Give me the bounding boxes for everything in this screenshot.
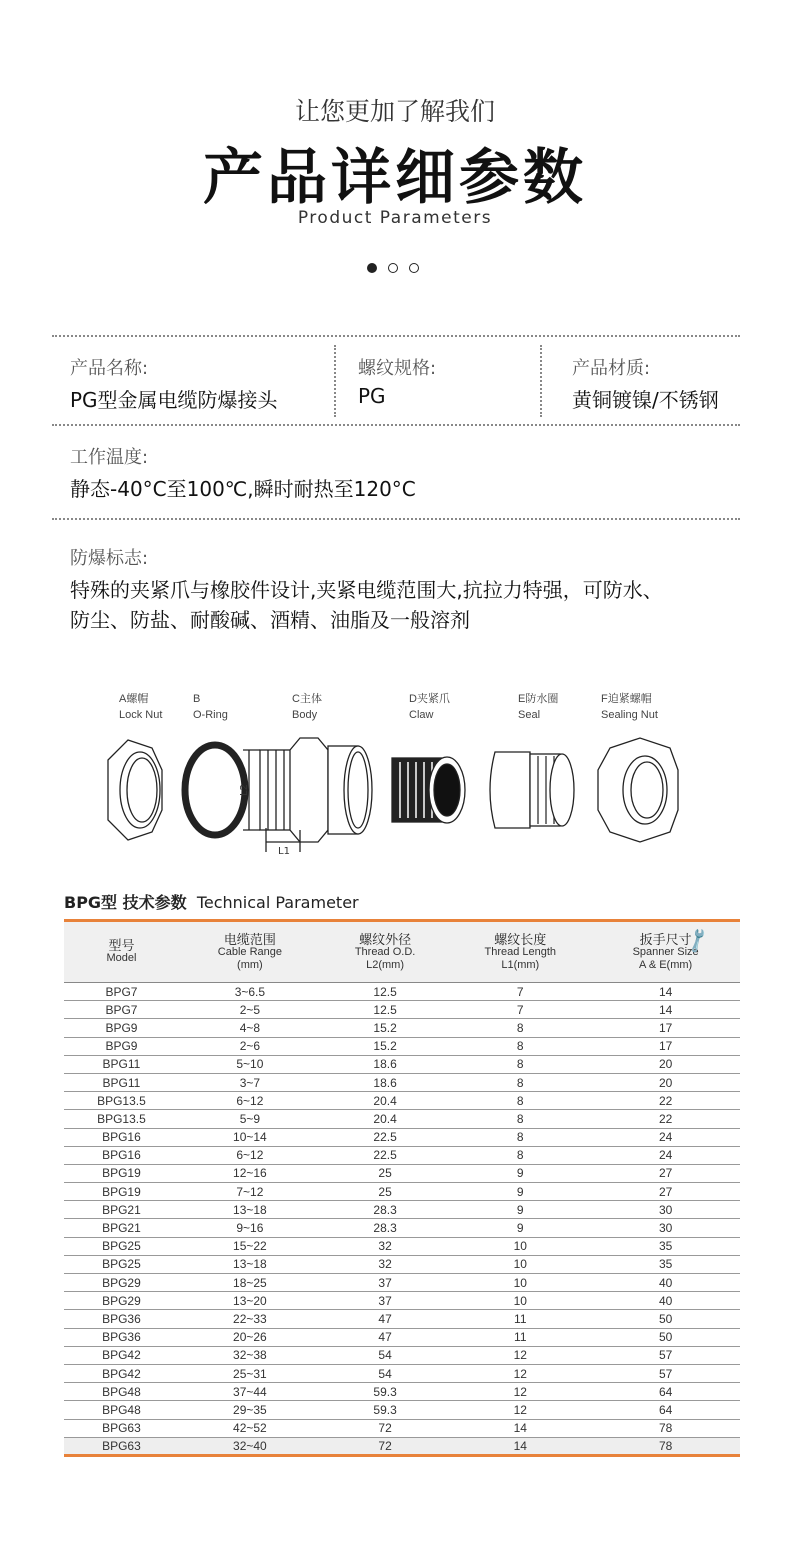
table-cell: 57 <box>591 1364 740 1382</box>
table-row <box>64 1255 740 1273</box>
table-row <box>64 1419 740 1437</box>
table-cell: BPG7 <box>64 983 179 1001</box>
part-caption-body: C主体 Body <box>292 693 322 721</box>
table-cell: BPG63 <box>64 1419 179 1437</box>
table-row <box>64 1164 740 1182</box>
table-cell: BPG13.5 <box>64 1092 179 1110</box>
header-text: Model <box>106 952 137 964</box>
table-cell: 12 <box>449 1383 591 1401</box>
part-caption-lock-nut: A螺帽 Lock Nut <box>119 693 163 721</box>
header-text: 型号 <box>108 938 135 953</box>
table-cell: BPG19 <box>64 1183 179 1201</box>
table-cell: 30 <box>591 1219 740 1237</box>
table-cell: 7~12 <box>179 1183 321 1201</box>
header-text: L2(mm) <box>366 958 405 971</box>
table-cell: 30 <box>591 1201 740 1219</box>
table-row <box>64 1146 740 1164</box>
table-cell: 7 <box>449 983 591 1001</box>
table-cell: 10~14 <box>179 1128 321 1146</box>
exploded-diagram <box>100 730 700 860</box>
table-cell: 14 <box>591 983 740 1001</box>
table-cell: 9 <box>449 1201 591 1219</box>
header-text: (mm) <box>237 958 263 971</box>
table-cell: 72 <box>321 1437 449 1455</box>
technical-parameter-table <box>64 919 740 1457</box>
lock-nut-icon <box>108 740 162 840</box>
product-name-value: PG型金属电缆防爆接头 <box>70 388 278 412</box>
table-cell: BPG25 <box>64 1237 179 1255</box>
table-cell: 64 <box>591 1383 740 1401</box>
header-text: Thread O.D. <box>354 945 416 958</box>
table-cell: 10 <box>449 1292 591 1310</box>
header-text: Cable Range <box>217 945 282 958</box>
table-cell: 57 <box>591 1346 740 1364</box>
table-cell: 12.5 <box>321 1001 449 1019</box>
table-cell: 29~35 <box>179 1401 321 1419</box>
table-cell: 17 <box>591 1037 740 1055</box>
table-cell: 8 <box>449 1146 591 1164</box>
table-row <box>64 1055 740 1073</box>
table-cell: 13~18 <box>179 1255 321 1273</box>
material-value: 黄铜镀镍/不锈钢 <box>572 388 719 412</box>
table-cell: BPG9 <box>64 1019 179 1037</box>
table-row <box>64 1292 740 1310</box>
table-cell: 9~16 <box>179 1219 321 1237</box>
table-title: BPG型 技术参数 Technical Parameter <box>64 893 359 912</box>
explosion-mark-label: 防爆标志: <box>70 548 149 569</box>
product-name-label: 产品名称: <box>70 358 149 379</box>
table-cell: 20~26 <box>179 1328 321 1346</box>
table-cell: 35 <box>591 1237 740 1255</box>
explosion-mark-value: 特殊的夹紧爪与橡胶件设计,夹紧电缆范围大,抗拉力特强，可防水、 <box>70 578 663 602</box>
table-cell: 10 <box>449 1274 591 1292</box>
part-caption-seal: E防水圈 Seal <box>518 693 559 721</box>
table-cell: 12 <box>449 1401 591 1419</box>
table-cell: 24 <box>591 1128 740 1146</box>
explosion-mark-value: 防尘、防盐、耐酸碱、酒精、油脂及一般溶剂 <box>70 608 470 632</box>
table-cell: BPG9 <box>64 1037 179 1055</box>
pager-dot <box>409 263 419 273</box>
table-cell: BPG48 <box>64 1401 179 1419</box>
claw-icon <box>392 757 465 823</box>
table-cell: 37 <box>321 1274 449 1292</box>
table-cell: 17 <box>591 1019 740 1037</box>
table-cell: 3~6.5 <box>179 983 321 1001</box>
table-cell: 13~20 <box>179 1292 321 1310</box>
table-cell: 18~25 <box>179 1274 321 1292</box>
table-cell: 12 <box>449 1346 591 1364</box>
table-cell: 8 <box>449 1019 591 1037</box>
section-subtitle: 让您更加了解我们 <box>294 97 495 126</box>
table-cell: BPG11 <box>64 1055 179 1073</box>
part-caption-claw: D夹紧爪 Claw <box>409 693 450 721</box>
table-cell: 28.3 <box>321 1201 449 1219</box>
table-cell: 78 <box>591 1419 740 1437</box>
table-cell: 72 <box>321 1419 449 1437</box>
table-cell: BPG63 <box>64 1437 179 1455</box>
table-cell: 4~8 <box>179 1019 321 1037</box>
header-text: 电缆范围 <box>223 931 276 947</box>
sealing-nut-icon <box>598 738 678 842</box>
table-cell: 13~18 <box>179 1201 321 1219</box>
header-text: Spanner Size <box>632 945 699 958</box>
table-cell: BPG36 <box>64 1310 179 1328</box>
table-cell: 9 <box>449 1164 591 1182</box>
material-label: 产品材质: <box>572 358 651 379</box>
page-title: 产品详细参数 <box>203 143 587 213</box>
table-cell: 6~12 <box>179 1146 321 1164</box>
table-cell: 32~40 <box>179 1437 321 1455</box>
table-cell: 50 <box>591 1310 740 1328</box>
divider <box>52 335 740 337</box>
wrench-icon: 🔧 <box>682 925 712 955</box>
table-cell: 24 <box>591 1146 740 1164</box>
part-caption-sealing-nut: F迫紧螺帽 Sealing Nut <box>601 693 658 721</box>
table-cell: BPG16 <box>64 1146 179 1164</box>
table-row <box>64 1383 740 1401</box>
column-header <box>321 921 449 983</box>
table-cell: 54 <box>321 1364 449 1382</box>
table-cell: 2~5 <box>179 1001 321 1019</box>
divider <box>52 424 740 426</box>
table-cell: 20 <box>591 1055 740 1073</box>
table-cell: BPG11 <box>64 1073 179 1091</box>
table-cell: BPG29 <box>64 1274 179 1292</box>
table-cell: 47 <box>321 1310 449 1328</box>
table-cell: 10 <box>449 1255 591 1273</box>
seal-icon <box>490 752 574 828</box>
temperature-value: 静态-40°C至100℃,瞬时耐热至120°C <box>70 477 416 501</box>
table-row <box>64 1092 740 1110</box>
table-cell: 37~44 <box>179 1383 321 1401</box>
table-cell: 47 <box>321 1328 449 1346</box>
column-header <box>449 921 591 983</box>
table-cell: 2~6 <box>179 1037 321 1055</box>
table-cell: 42~52 <box>179 1419 321 1437</box>
table-cell: 8 <box>449 1055 591 1073</box>
header-text: 螺纹外径 <box>359 931 412 947</box>
table-cell: BPG48 <box>64 1383 179 1401</box>
l2-label: L2 <box>239 784 250 796</box>
table-cell: 37 <box>321 1292 449 1310</box>
table-cell: 32~38 <box>179 1346 321 1364</box>
table-cell: 40 <box>591 1274 740 1292</box>
table-row <box>64 1346 740 1364</box>
table-row <box>64 1328 740 1346</box>
temperature-label: 工作温度: <box>70 447 149 468</box>
table-cell: 8 <box>449 1128 591 1146</box>
table-cell: BPG29 <box>64 1292 179 1310</box>
table-cell: 15~22 <box>179 1237 321 1255</box>
table-row <box>64 1401 740 1419</box>
table-cell: 32 <box>321 1255 449 1273</box>
table-cell: BPG36 <box>64 1328 179 1346</box>
table-cell: 8 <box>449 1073 591 1091</box>
table-row <box>64 1128 740 1146</box>
table-cell: BPG42 <box>64 1364 179 1382</box>
table-row <box>64 1219 740 1237</box>
header-text: A & E(mm) <box>639 958 693 971</box>
table-cell: 12 <box>449 1364 591 1382</box>
table-cell: 22.5 <box>321 1128 449 1146</box>
table-cell: 54 <box>321 1346 449 1364</box>
table-cell: 11 <box>449 1310 591 1328</box>
table-cell: 20 <box>591 1073 740 1091</box>
header-text: L1(mm) <box>501 958 540 971</box>
divider <box>540 345 542 417</box>
table-row <box>64 1073 740 1091</box>
table-cell: 6~12 <box>179 1092 321 1110</box>
table-cell: BPG25 <box>64 1255 179 1273</box>
table-row <box>64 1364 740 1382</box>
divider <box>334 345 336 417</box>
table-row <box>64 1019 740 1037</box>
column-header <box>591 921 740 983</box>
table-cell: 5~9 <box>179 1110 321 1128</box>
table-cell: 5~10 <box>179 1055 321 1073</box>
table-cell: 32 <box>321 1237 449 1255</box>
english-title: Product Parameters <box>297 208 493 228</box>
table-cell: 15.2 <box>321 1019 449 1037</box>
table-cell: 22 <box>591 1092 740 1110</box>
table-cell: 14 <box>591 1001 740 1019</box>
table-cell: 25 <box>321 1164 449 1182</box>
table-cell: 59.3 <box>321 1383 449 1401</box>
table-cell: 20.4 <box>321 1092 449 1110</box>
table-row <box>64 1037 740 1055</box>
header-text: 螺纹长度 <box>494 931 547 947</box>
table-cell: BPG42 <box>64 1346 179 1364</box>
o-ring-icon <box>185 745 245 835</box>
table-row <box>64 1437 740 1455</box>
table-row <box>64 1310 740 1328</box>
table-cell: 15.2 <box>321 1037 449 1055</box>
table-cell: 8 <box>449 1110 591 1128</box>
header-text: 扳手尺寸 <box>639 931 692 947</box>
table-cell: BPG16 <box>64 1128 179 1146</box>
table-cell: 12~16 <box>179 1164 321 1182</box>
l1-label: L1 <box>278 846 290 857</box>
table-row <box>64 1274 740 1292</box>
table-cell: 78 <box>591 1437 740 1455</box>
table-cell: 18.6 <box>321 1073 449 1091</box>
table-cell: 10 <box>449 1237 591 1255</box>
table-cell: 11 <box>449 1328 591 1346</box>
table-cell: 22.5 <box>321 1146 449 1164</box>
table-cell: 7 <box>449 1001 591 1019</box>
table-cell: BPG13.5 <box>64 1110 179 1128</box>
thread-spec-value: PG <box>358 384 386 408</box>
header-text: Thread Length <box>484 945 557 958</box>
table-cell: 8 <box>449 1037 591 1055</box>
part-caption-o-ring: B O-Ring <box>193 693 228 721</box>
table-cell: 20.4 <box>321 1110 449 1128</box>
table-row <box>64 1183 740 1201</box>
table-cell: 50 <box>591 1328 740 1346</box>
table-cell: 3~7 <box>179 1073 321 1091</box>
table-cell: 27 <box>591 1164 740 1182</box>
table-row <box>64 1001 740 1019</box>
thread-spec-label: 螺纹规格: <box>358 358 437 379</box>
pager-dot-active <box>367 263 377 273</box>
table-cell: BPG7 <box>64 1001 179 1019</box>
table-cell: 28.3 <box>321 1219 449 1237</box>
table-row <box>64 1237 740 1255</box>
table-cell: BPG21 <box>64 1201 179 1219</box>
table-cell: 9 <box>449 1183 591 1201</box>
table-cell: 35 <box>591 1255 740 1273</box>
table-row <box>64 1201 740 1219</box>
table-cell: BPG19 <box>64 1164 179 1182</box>
table-cell: 22 <box>591 1110 740 1128</box>
pager-dot <box>388 263 398 273</box>
table-cell: 25 <box>321 1183 449 1201</box>
column-header <box>179 921 321 983</box>
table-cell: 25~31 <box>179 1364 321 1382</box>
table-cell: 40 <box>591 1292 740 1310</box>
table-row <box>64 1110 740 1128</box>
table-cell: 14 <box>449 1437 591 1455</box>
column-header <box>64 921 179 983</box>
table-cell: 22~33 <box>179 1310 321 1328</box>
table-cell: 12.5 <box>321 983 449 1001</box>
divider <box>52 518 740 520</box>
table-cell: 64 <box>591 1401 740 1419</box>
table-cell: 59.3 <box>321 1401 449 1419</box>
table-cell: 14 <box>449 1419 591 1437</box>
table-cell: 8 <box>449 1092 591 1110</box>
table-cell: 18.6 <box>321 1055 449 1073</box>
table-cell: 27 <box>591 1183 740 1201</box>
table-row <box>64 983 740 1001</box>
body-icon <box>243 738 372 852</box>
table-cell: 9 <box>449 1219 591 1237</box>
table-cell: BPG21 <box>64 1219 179 1237</box>
